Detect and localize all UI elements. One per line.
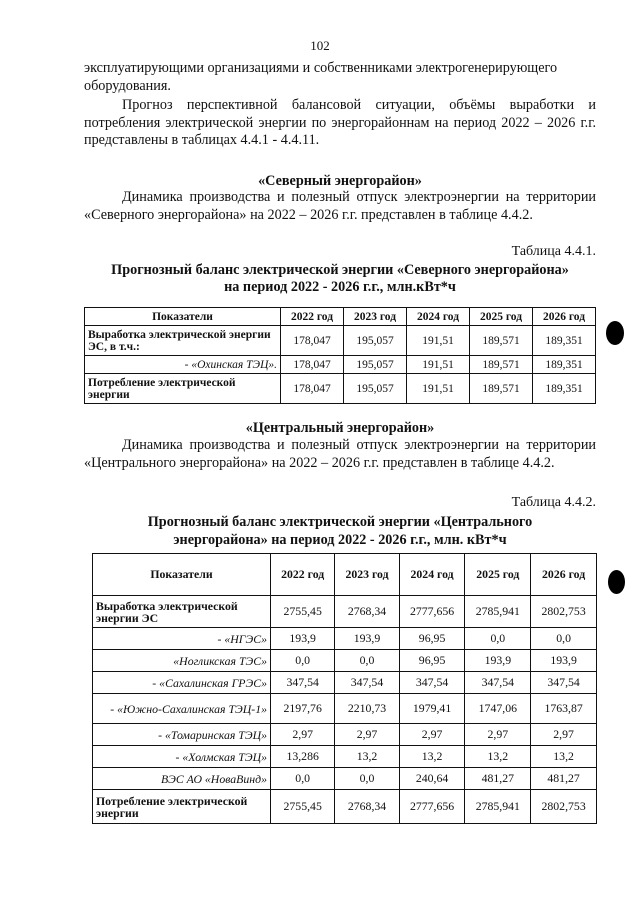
row-label: - «Сахалинская ГРЭС»	[93, 672, 271, 694]
value-cell: 2,97	[531, 724, 597, 746]
value-cell: 1763,87	[531, 694, 597, 724]
table-row	[93, 650, 597, 672]
value-cell: 193,9	[271, 628, 335, 650]
value-cell: 195,057	[344, 374, 407, 404]
value-cell: 189,351	[533, 326, 596, 356]
value-cell: 0,0	[271, 650, 335, 672]
value-cell: 2197,76	[271, 694, 335, 724]
header-cell: 2023 год	[335, 554, 399, 596]
north-table-label: Таблица 4.4.1.	[511, 244, 596, 259]
central-table-caption-1: Прогнозный баланс электрической энергии «Центрального	[147, 514, 533, 530]
value-cell: 96,95	[399, 650, 465, 672]
header-cell: 2025 год	[470, 308, 533, 326]
north-table-caption-2: на период 2022 - 2026 г.г., млн.кВт*ч	[224, 279, 456, 295]
row-label: - «НГЭС»	[93, 628, 271, 650]
header-cell: Показатели	[93, 554, 271, 596]
value-cell: 0,0	[335, 650, 399, 672]
value-cell: 2802,753	[531, 596, 597, 628]
header-cell: 2022 год	[281, 308, 344, 326]
value-cell: 189,571	[470, 326, 533, 356]
value-cell: 2,97	[271, 724, 335, 746]
value-cell: 2755,45	[271, 596, 335, 628]
value-cell: 189,351	[533, 374, 596, 404]
value-cell: 13,2	[399, 746, 465, 768]
value-cell: 2768,34	[335, 596, 399, 628]
value-cell: 481,27	[465, 768, 531, 790]
value-cell: 347,54	[531, 672, 597, 694]
value-cell: 2785,941	[465, 596, 531, 628]
value-cell: 1747,06	[465, 694, 531, 724]
value-cell: 2,97	[335, 724, 399, 746]
value-cell: 0,0	[271, 768, 335, 790]
table-row	[85, 374, 596, 404]
value-cell: 189,351	[533, 356, 596, 374]
value-cell: 2777,656	[399, 790, 465, 824]
value-cell: 193,9	[465, 650, 531, 672]
row-label: Выработка электрической энергии ЭС	[93, 596, 271, 628]
table-row	[93, 724, 597, 746]
table-header-row	[85, 308, 596, 326]
table-row	[93, 596, 597, 628]
value-cell: 191,51	[407, 356, 470, 374]
value-cell: 193,9	[335, 628, 399, 650]
value-cell: 2802,753	[531, 790, 597, 824]
table-row	[93, 672, 597, 694]
value-cell: 13,2	[465, 746, 531, 768]
row-label: Выработка электрической энергии ЭС, в т.ч.:	[85, 326, 281, 356]
header-cell: 2022 год	[271, 554, 335, 596]
central-balance-table	[92, 553, 597, 824]
value-cell: 189,571	[470, 374, 533, 404]
value-cell: 189,571	[470, 356, 533, 374]
value-cell: 240,64	[399, 768, 465, 790]
north-table-caption-1: Прогнозный баланс электрической энергии «Северного энергорайона»	[111, 262, 569, 278]
north-balance-table	[84, 307, 596, 404]
table-row	[93, 768, 597, 790]
value-cell: 2768,34	[335, 790, 399, 824]
intro-line-1: эксплуатирующими организациями и собственниками электрогенерирующего	[84, 60, 558, 76]
value-cell: 0,0	[531, 628, 597, 650]
value-cell: 178,047	[281, 374, 344, 404]
row-label: - «Южно-Сахалинская ТЭЦ-1»	[93, 694, 271, 724]
value-cell: 2210,73	[335, 694, 399, 724]
value-cell: 178,047	[281, 356, 344, 374]
header-cell: 2024 год	[407, 308, 470, 326]
value-cell: 2785,941	[465, 790, 531, 824]
value-cell: 347,54	[335, 672, 399, 694]
table-row	[93, 694, 597, 724]
value-cell: 0,0	[465, 628, 531, 650]
value-cell: 13,2	[335, 746, 399, 768]
value-cell: 347,54	[399, 672, 465, 694]
central-table-caption-2: энергорайона» на период 2022 - 2026 г.г., млн. кВт*ч	[173, 532, 507, 548]
row-label: - «Охинская ТЭЦ».	[85, 356, 281, 374]
value-cell: 2,97	[399, 724, 465, 746]
punch-hole-mark	[606, 321, 624, 345]
value-cell: 1979,41	[399, 694, 465, 724]
table-row	[93, 628, 597, 650]
value-cell: 2,97	[465, 724, 531, 746]
value-cell: 347,54	[271, 672, 335, 694]
value-cell: 2777,656	[399, 596, 465, 628]
value-cell: 2755,45	[271, 790, 335, 824]
central-heading: «Центральный энергорайон»	[245, 420, 435, 436]
north-paragraph: Динамика производства и полезный отпуск электроэнергии на территории «Северного энергорайона» на 2022 – 2026 г.г. представлен в таблице 4.4.2.	[84, 189, 596, 223]
value-cell: 178,047	[281, 326, 344, 356]
value-cell: 13,286	[271, 746, 335, 768]
value-cell: 347,54	[465, 672, 531, 694]
row-label: Потребление электрической энергии	[85, 374, 281, 404]
table-row	[85, 326, 596, 356]
row-label: Потребление электрической энергии	[93, 790, 271, 824]
value-cell: 481,27	[531, 768, 597, 790]
value-cell: 13,2	[531, 746, 597, 768]
header-cell: 2024 год	[399, 554, 465, 596]
central-table-label: Таблица 4.4.2.	[511, 495, 596, 510]
value-cell: 96,95	[399, 628, 465, 650]
row-label: ВЭС АО «НоваВинд»	[93, 768, 271, 790]
intro-line-2: оборудования.	[84, 78, 171, 94]
row-label: - «Холмская ТЭЦ»	[93, 746, 271, 768]
table-row	[85, 356, 596, 374]
header-cell: 2023 год	[344, 308, 407, 326]
north-heading: «Северный энергорайон»	[258, 173, 422, 189]
table-row	[93, 790, 597, 824]
punch-hole-mark	[608, 570, 625, 594]
row-label: «Ногликская ТЭС»	[93, 650, 271, 672]
value-cell: 195,057	[344, 326, 407, 356]
central-paragraph: Динамика производства и полезный отпуск электроэнергии на территории «Центрального энергорайона» на 2022 – 2026 г.г. представлен в таблице 4.4.2.	[84, 437, 596, 471]
value-cell: 193,9	[531, 650, 597, 672]
value-cell: 195,057	[344, 356, 407, 374]
header-cell: 2026 год	[531, 554, 597, 596]
table-header-row	[93, 554, 597, 596]
value-cell: 191,51	[407, 326, 470, 356]
page-number: 102	[310, 38, 330, 53]
table-row	[93, 746, 597, 768]
header-cell: Показатели	[85, 308, 281, 326]
row-label: - «Томаринская ТЭЦ»	[93, 724, 271, 746]
header-cell: 2026 год	[533, 308, 596, 326]
forecast-paragraph: Прогноз перспективной балансовой ситуации, объёмы выработки и потребления электрической энергии по энергорайоннам на период 2022 – 2026 г.г. представлены в таблицах 4.4.1 - 4.4.11.	[84, 97, 596, 148]
value-cell: 0,0	[335, 768, 399, 790]
header-cell: 2025 год	[465, 554, 531, 596]
value-cell: 191,51	[407, 374, 470, 404]
